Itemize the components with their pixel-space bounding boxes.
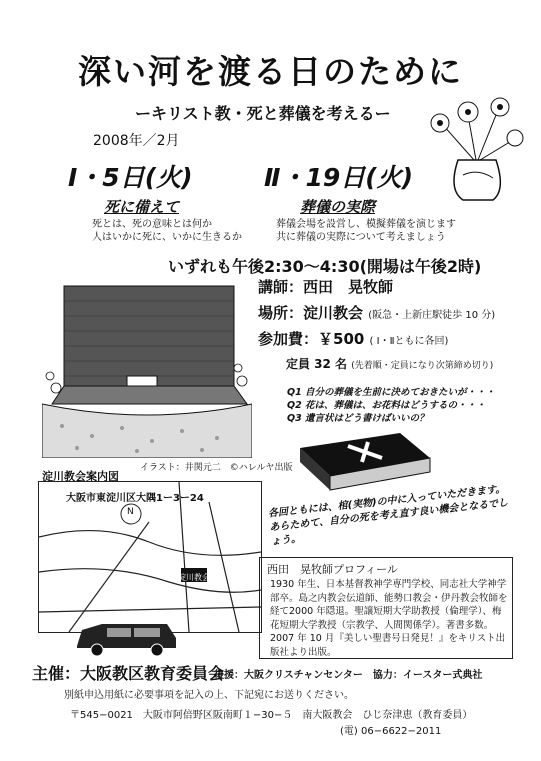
capacity: 定員 32 名 — [286, 357, 348, 371]
contact-address: 〒545−0021 大阪市阿倍野区阪南町１−30−５ 南大阪教会 ひじ奈津恵（教育委員） — [70, 710, 473, 721]
capacity-note: (先着順・定員になり次第締め切り) — [351, 361, 494, 371]
venue-row — [258, 302, 495, 323]
slogan: 各回ともには、棺(実物)の中に入っていただきます。あらためて、自分の死を考え直す良い機会となるでしょう。 — [267, 483, 509, 548]
bible-illustration — [290, 428, 440, 498]
profile-heading: 西田 晃牧師プロフィール — [267, 563, 398, 576]
session-1-heading: Ⅰ・5日(火) — [68, 163, 193, 192]
fee-note: ( Ⅰ・Ⅱともに各回) — [369, 336, 449, 347]
lecturer: 講師：西田 晃牧師 — [258, 278, 394, 296]
event-time: いずれも午後2:30〜4:30(開場は午後2時) — [168, 257, 482, 276]
illustration-credit: イラスト：井関元二 ©ハレルヤ出版 — [140, 463, 293, 473]
contact-tel: (電) 06−6622−2011 — [340, 726, 442, 737]
church-marker: 淀川教会 — [178, 573, 210, 582]
host: 主催：大阪教区教育委員会 — [32, 664, 225, 683]
grave-illustration — [42, 276, 252, 458]
question-3: Q3 遺言状はどう書けばいいの？ — [287, 413, 429, 424]
subtitle: ーキリスト教・死と葬儀を考えるー — [135, 104, 391, 123]
map-drawing — [39, 482, 261, 632]
question-2: Q2 花は、葬儀は、お花料はどうするの・・・ — [287, 400, 486, 411]
map-address: 大阪市東淀川区大隅1ー3ー24 — [66, 493, 204, 504]
session-2-heading: Ⅱ・19日(火) — [264, 163, 414, 192]
page-title: 深い河を渡る日のために — [78, 52, 463, 91]
venue-note: (阪急・上新庄駅徒歩 10 分) — [368, 310, 496, 321]
hearse-illustration — [72, 618, 182, 658]
profile-body: 1930 年生、日本基督教神学専門学校、同志社大学神学部卒。島之内教会伝道師、能勢口教会・伊丹教会牧師を経て2000 年隠退。聖譲短期大学助教授（倫理学）、梅花短期大学教授（宗教学、人間関係学）。著書多数。2007 年 10 月『美しい聖書号日発見！』をキリスト出版社より出版。 — [270, 579, 508, 658]
capacity-row — [286, 355, 493, 372]
map-label: 淀川教会案内図 — [42, 470, 119, 483]
north-marker: N — [127, 507, 134, 517]
session-2-line2: 共に葬儀の実際について考えましょう — [276, 232, 446, 243]
venue: 場所：淀川教会 — [258, 304, 364, 322]
event-date: 2008年／2月 — [93, 133, 180, 149]
fee: 参加費：￥500 — [258, 330, 365, 348]
session-2-line1: 葬儀会場を設営し、模擬葬儀を演じます — [276, 219, 456, 230]
session-1-line2: 人はいかに死に、いかに生きるか — [92, 232, 242, 243]
session-1-line1: 死とは、死の意味とは何か — [92, 219, 212, 230]
application-note: 別紙申込用紙に必要事項を記入の上、下記宛にお送りください。 — [64, 690, 354, 701]
flower-vase-illustration — [418, 90, 528, 205]
session-1-topic: 死に備えて — [104, 198, 180, 216]
session-2-topic: 葬儀の実際 — [300, 198, 376, 216]
questions-list — [287, 386, 495, 425]
question-1: Q1 自分の葬儀を生前に決めておきたいが・・・ — [287, 387, 495, 398]
sponsor: 後援：大阪クリスチャンセンター 協力：イースター式典社 — [214, 670, 483, 681]
fee-row — [258, 328, 448, 349]
